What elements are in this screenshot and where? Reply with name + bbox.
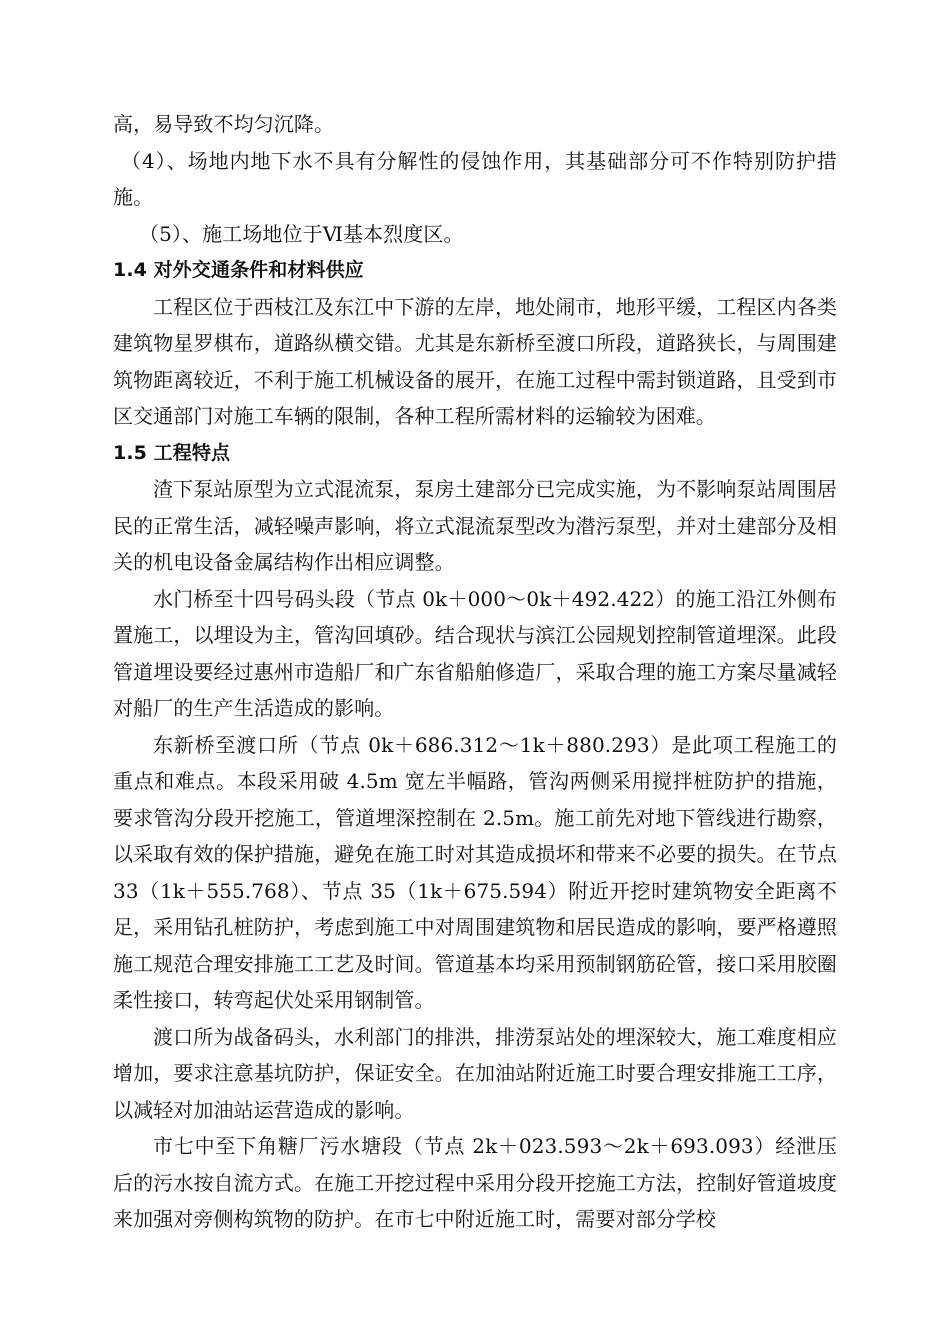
paragraph-pump-station: 渣下泵站原型为立式混流泵，泵房土建部分已完成实施，为不影响泵站周围居民的正常生活，减轻噪声影响，将立式混流泵型改为潜污泵型，并对土建部分及相关的机电设备金属结构作出相应调整。 (113, 477, 837, 574)
paragraph-item-4: （4）、场地内地下水不具有分解性的侵蚀作用，其基础部分可不作特别防护措施。 (113, 148, 837, 209)
document-body (113, 106, 837, 1238)
paragraph-shuimen-bridge: 水门桥至十四号码头段（节点 0k＋000～0k＋492.422）的施工沿江外侧布置施工，以埋设为主，管沟回填砂。结合现状与滨江公园规划控制管道埋深。此段管道埋设要经过惠州市造船厂和广东省船舶修造厂，采取合理的施工方案尽量减轻对船厂的生产生活造成的影响。 (113, 586, 837, 720)
paragraph-seventh-school: 市七中至下角糖厂污水塘段（节点 2k＋023.593～2k＋693.093）经泄压后的污水按自流方式。在施工开挖过程中采用分段开挖施工方法，控制好管道坡度来加强对旁侧构筑物的防护。在市七中附近施工时，需要对部分学校 (113, 1134, 837, 1231)
paragraph-ferry-station: 渡口所为战备码头，水利部门的排洪，排涝泵站处的埋深较大，施工难度相应增加，要求注意基坑防护，保证安全。在加油站附近施工时要合理安排施工工序，以减轻对加油站运营造成的影响。 (113, 1024, 837, 1122)
section-heading-1-5: 1.5 工程特点 (113, 441, 231, 464)
section-heading-1-4: 1.4 对外交通条件和材料供应 (113, 259, 364, 281)
paragraph-traffic: 工程区位于西枝江及东江中下游的左岸，地处闹市，地形平缓，工程区内各类建筑物星罗棋布，道路纵横交错。尤其是东新桥至渡口所段，道路狭长，与周围建筑物距离较近，不利于施工机械设备的展开，在施工过程中需封锁道路，且受到市区交通部门对施工车辆的限制，各种工程所需材料的运输较为困难。 (113, 294, 837, 428)
paragraph-dongxin-bridge: 东新桥至渡口所（节点 0k＋686.312～1k＋880.293）是此项工程施工的重点和难点。本段采用破 4.5m 宽左半幅路，管沟两侧采用搅拌桩防护的措施，要求管沟分段开挖施工，管道埋深控制在 2.5m。施工前先对地下管线进行勘察，以采取有效的保护措施，避免在施工时对其造成损坏和带来不必要的损失。在节点 33（1k＋555.768）、节点 35（1k＋675.594）附近开挖时建筑物安全距离不足，采用钻孔桩防护，考虑到施工中对周围建筑物和居民造成的影响，要严格遵照施工规范合理安排施工工艺及时间。管道基本均采用预制钢筋砼管，接口采用胶圈柔性接口，转弯起伏处采用钢制管。 (113, 732, 837, 1012)
paragraph-item-5: （5）、施工场地位于Ⅵ基本烈度区。 (139, 221, 464, 246)
paragraph-continuation: 高，易导致不均匀沉降。 (113, 112, 335, 136)
